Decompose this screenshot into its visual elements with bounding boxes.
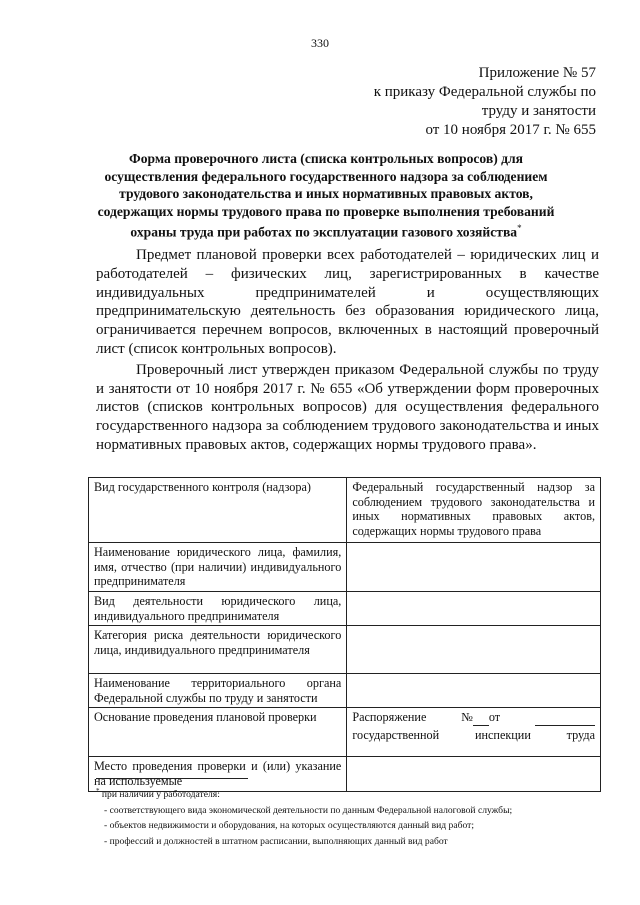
footnote-intro (96, 784, 596, 803)
table-cell-value (347, 592, 601, 626)
table-row (89, 674, 601, 708)
order-word: Распоряжение (352, 710, 427, 725)
title-text: Форма проверочного листа (списка контрольных вопросов) для осуществления федерального государственного надзора за соблюдением трудового законодательства и иных нормативных правовых актов, содержащих нормы трудового права по проверке выполнения требований охраны труда при работах по эксплуатации газового хозяйства (97, 151, 555, 240)
appendix-line-3: труду и занятости (481, 103, 596, 119)
table-cell-label: Место проведения проверки и (или) указание на используемые (89, 757, 347, 791)
footnote-item: - соответствующего вида экономической деятельности по данным Федеральной налоговой службы; (104, 804, 513, 816)
order-date-blank (535, 710, 595, 726)
table-row (89, 708, 601, 757)
table-cell-label: Категория риска деятельности юридического лица, индивидуального предпринимателя (89, 626, 347, 674)
appendix-line-1: Приложение № 57 (478, 65, 596, 81)
page-number: 330 (311, 36, 329, 50)
appendix-line-2: к приказу Федеральной службы по (373, 84, 596, 100)
footnote-mark: * (96, 787, 100, 795)
table-cell-value (347, 626, 601, 674)
order-from: от (488, 710, 501, 725)
title-footnote-mark: * (517, 223, 522, 233)
order-cell (347, 708, 601, 757)
footnote-divider (96, 778, 248, 779)
footnote-item: - профессий и должностей в штатном расписании, выполняющих данный вид работ (104, 835, 448, 847)
paragraph-approval: Проверочный лист утвержден приказом Федеральной службы по труду и занятости от 10 ноября 2017 г. № 655 «Об утверждении форм проверочных листов (списков контрольных вопросов) для осуществления федерального государственного надзора за соблюдением трудового законодательства и иных нормативных правовых актов, содержащих нормы трудового права». (96, 361, 599, 453)
footnote-intro-text: при наличии у работодателя: (101, 789, 220, 801)
order-word-inspection: инспекции (474, 727, 531, 742)
table-cell-label: Вид государственного контроля (надзора) (89, 478, 347, 543)
table-cell-label: Основание проведения плановой проверки (89, 708, 347, 757)
footnote-item: - объектов недвижимости и оборудования, на которых осуществляются данный вид работ; (104, 820, 474, 832)
table-cell-label: Наименование территориального органа Федеральной службы по труду и занятости (89, 674, 347, 708)
order-word-labour: труда (566, 727, 595, 742)
table-cell-value (347, 543, 601, 592)
document-title (96, 150, 556, 241)
table-cell-value (347, 674, 601, 708)
table-cell-value: Федеральный государственный надзор за соблюдением трудового законодательства и иных нормативных правовых актов, содержащих нормы трудового права (347, 478, 601, 543)
table-row (89, 478, 601, 543)
appendix-line-4: от 10 ноября 2017 г. № 655 (425, 122, 596, 138)
appendix-block (296, 64, 596, 140)
order-number-blank (473, 710, 489, 726)
order-word-state: государственной (352, 727, 440, 742)
table-row (89, 626, 601, 674)
paragraph-subject: Предмет плановой проверки всех работодателей – юридических лиц и работодателей – физических лиц, зарегистрированных в качестве индивидуальных предпринимателей и осуществляющих предпринимательскую деятельность без образования юридического лица, ограничивается перечнем вопросов, включенных в настоящий проверочный лист (список контрольных вопросов). (96, 247, 599, 357)
table-row (89, 592, 601, 626)
table-row (89, 543, 601, 592)
checklist-table (88, 477, 601, 792)
body-text (96, 246, 599, 455)
table-cell-label: Наименование юридического лица, фамилия, имя, отчество (при наличии) индивидуального предпринимателя (89, 543, 347, 592)
order-number-sign: № (461, 710, 473, 725)
table-cell-label: Вид деятельности юридического лица, индивидуального предпринимателя (89, 592, 347, 626)
footnotes (96, 784, 596, 849)
